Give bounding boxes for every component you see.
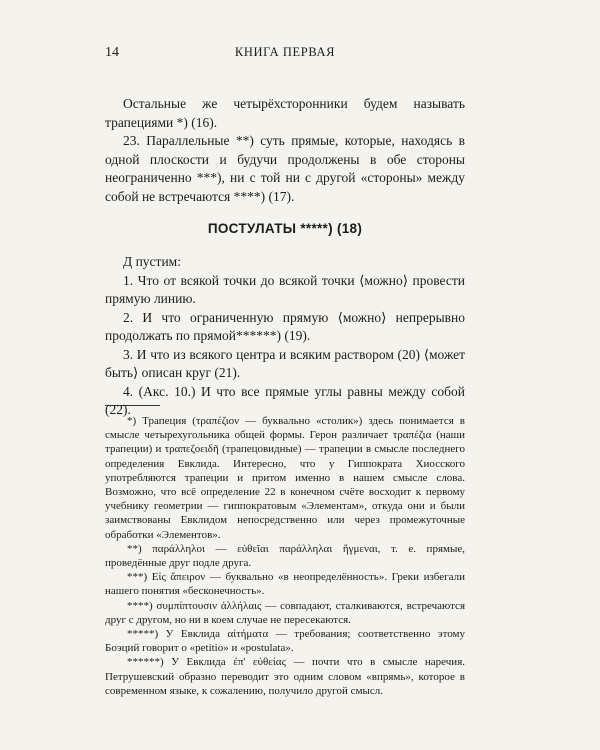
footnote: *) Трапеция (τραπέζιον — буквально «столик») здесь понимается в смысле четырехугольника общей формы. Герон различает τραπέζια (наши трапеции) и τραπεζοειδῆ (трапецовидные) — трапеции в смысле последнего определения Евклида. Интересно, что у Гиппократа Хиосского употребляются трапеции и притом именно в нашем смысле слова. Возможно, что всё определение 22 в конечном счёте восходит к первому учебнику геометрии — гиппократовым «Элементам», откуда они и были заимствованы Евклидом непосредственно или через промежуточные обработки «Элементов». xyxy=(105,415,465,541)
postulate-item: 1. Что от всякой точки до всякой точки ⟨можно⟩ провести прямую линию. xyxy=(105,272,465,306)
footnote: ***) Εἰς ἄπειρον — буквально «в неопределённость». Греки избегали нашего понятия «бесконечность». xyxy=(105,571,465,598)
footnotes xyxy=(105,414,465,698)
page-header xyxy=(105,45,465,65)
footnote: ******) У Евклида ἐπ' εὐθείας — почти что в смысле наречия. Петрушевский образно переводит это одним словом «впрямь», которое в современном языке, к сожалению, получило другой смысл. xyxy=(105,656,465,697)
postulate-item: 3. И что из всякого центра и всяким раствором (20) ⟨может быть⟩ описан круг (21). xyxy=(105,346,465,380)
running-title: КНИГА ПЕРВАЯ xyxy=(234,45,336,59)
postulate-item: 4. (Акс. 10.) И что все прямые углы равны между собой (22). xyxy=(105,383,465,417)
footnote-divider xyxy=(105,405,160,406)
paragraph: 23. Параллельные **) суть прямые, которые, находясь в одной плоскости и будучи продолжены в обе стороны неограниченно ***), ни с той ни с другой «стороны» между собой не встречаются ****) (17). xyxy=(105,133,465,204)
section-title: ПОСТУЛАТЫ *****) (18) xyxy=(207,221,363,236)
page-number: 14 xyxy=(105,45,119,60)
postulates-intro: Д пустим: xyxy=(123,254,181,269)
paragraph: Остальные же четырёхсторонники будем называть трапециями *) (16). xyxy=(105,96,465,130)
postulate-item: 2. И что ограниченную прямую ⟨можно⟩ непрерывно продолжать по прямой******) (19). xyxy=(105,309,465,343)
definitions-text xyxy=(105,95,465,206)
postulates-list xyxy=(105,253,465,420)
footnote: **) παράλληλοι — εὐθεῖαι παράλληλαι ἥγμεναι, т. е. прямые, проведённые друг подле друга. xyxy=(105,542,465,570)
footnote: *****) У Евклида αἰτήματα — требования; соответственно этому Боэций говорит о «petitio» и «postulata». xyxy=(105,628,465,655)
footnote: ****) συμπίπτουσιν ἀλλήλαις — совпадают, сталкиваются, встречаются друг с другом, но ни в коем случае не пересекаются. xyxy=(105,599,465,626)
